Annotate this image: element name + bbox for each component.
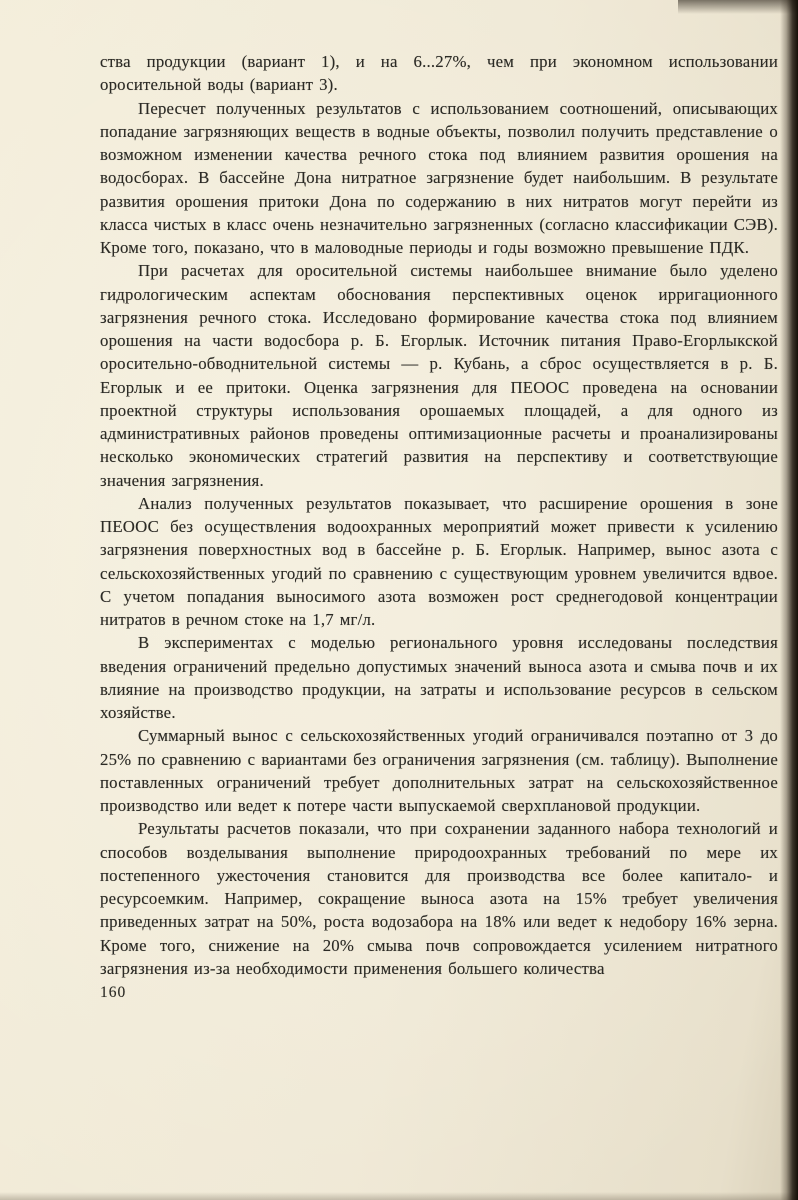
- paragraph: Суммарный вынос с сельскохозяйственных угодий ограничивался поэтапно от 3 до 25% по сравнению с вариантами без ограничения загрязнения (см. таблицу). Выполнение поставленных ограничений требует дополнительных затрат на сельскохозяйственное производство или ведет к потере части выпускаемой сверхплановой продукции.: [100, 726, 778, 815]
- scan-shadow-bottom: [0, 1192, 798, 1200]
- paragraphs-container: [100, 50, 778, 980]
- paragraph: В экспериментах с моделью регионального уровня исследованы последствия введения ограничений предельно допустимых значений выноса азота и смыва почв и их влияние на производство продукции, на затраты и использование ресурсов в сельском хозяйстве.: [100, 633, 778, 722]
- paragraph: При расчетах для оросительной системы наибольшее внимание было уделено гидрологическим аспектам обоснования перспективных оценок ирригационного загрязнения речного стока. Исследовано формирование качества стока под влиянием орошения на части водосбора р. Б. Егорлык. Источник питания Право-Егорлыкской оросительно-обводнительной системы — р. Кубань, а сброс осуществляется в р. Б. Егорлык и ее притоки. Оценка загрязнения для ПЕООС проведена на основании проектной структуры использования орошаемых площадей, а для одного из административных районов проведены оптимизационные расчеты и проанализированы несколько экономических стратегий развития на перспективу и соответствующие значения загрязнения.: [100, 261, 778, 490]
- page-number: 160: [100, 984, 127, 1001]
- paragraph: Результаты расчетов показали, что при сохранении заданного набора технологий и способов возделывания выполнение природоохранных требований по мере их постепенного ужесточения становится для производства все более капитало- и ресурсоемким. Например, сокращение выноса азота на 15% требует увеличения приведенных затрат на 50%, роста водозабора на 18% или ведет к недобору 16% зерна. Кроме того, снижение на 20% смыва почв сопровождается усилением нитратного загрязнения из-за необходимости применения большего количества: [100, 819, 778, 978]
- paragraph: Анализ полученных результатов показывает, что расширение орошения в зоне ПЕООС без осуществления водоохранных мероприятий может привести к усилению загрязнения поверхностных вод в бассейне р. Б. Егорлык. Например, вынос азота с сельскохозяйственных угодий по сравнению с существующим уровнем увеличится вдвое. С учетом попадания выносимого азота возможен рост среднегодовой концентрации нитратов в речном стоке на 1,7 мг/л.: [100, 493, 778, 629]
- scan-edge-shadow: [780, 0, 798, 1200]
- paragraph: ства продукции (вариант 1), и на 6...27%, чем при экономном использовании оросительной воды (вариант 3).: [100, 52, 778, 95]
- paragraph: Пересчет полученных результатов с использованием соотношений, описывающих попадание загрязняющих веществ в водные объекты, позволил получить представление о возможном изменении качества речного стока под влиянием развития орошения на водосборах. В бассейне Дона нитратное загрязнение будет наибольшим. В результате развития орошения притоки Дона по содержанию в них нитратов могут перейти из класса чистых в класс очень незначительно загрязненных (согласно классификации СЭВ). Кроме того, показано, что в маловодные периоды и годы возможно превышение ПДК.: [100, 98, 778, 257]
- page-body: [100, 50, 778, 1004]
